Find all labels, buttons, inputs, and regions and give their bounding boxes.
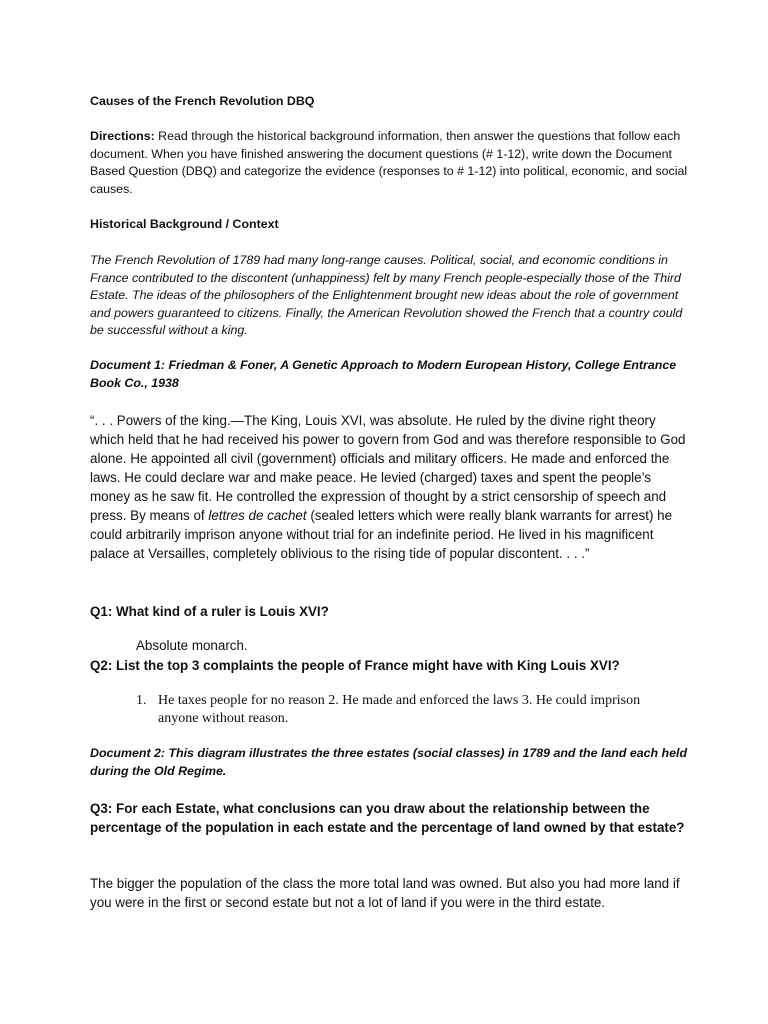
q2-answer-number: 1. xyxy=(136,693,147,708)
document1-quote xyxy=(90,411,690,563)
directions-label: Directions: xyxy=(90,129,155,143)
document-title: Causes of the French Revolution DBQ xyxy=(90,94,315,108)
quote-italic-term: lettres de cachet xyxy=(208,508,307,523)
document2-source: Document 2: This diagram illustrates the three estates (social classes) in 1789 and the land each held during the Old Regime. xyxy=(90,746,688,778)
q2-answer-text: He taxes people for no reason 2. He made and enforced the laws 3. He could imprison anyone without reason. xyxy=(158,693,641,726)
q1-question: Q1: What kind of a ruler is Louis XVI? xyxy=(90,604,329,619)
background-heading: Historical Background / Context xyxy=(90,217,279,231)
q1-answer: Absolute monarch. xyxy=(136,638,248,653)
directions-text: Read through the historical background information, then answer the questions that follow each document. When you have finished answering the document questions (# 1-12), write down the Document Based Question (DBQ) and categorize the evidence (responses to # 1-12) into political, economic, and social causes. xyxy=(90,129,688,196)
quote-text-2: (sealed letters which were really blank warrants for arrest) he could arbitrarily imprison anyone without trial for an indefinite period. He lived in his magnificent palace at Versailles, completely oblivious to the rising tide of popular discontent. . . .” xyxy=(90,508,673,561)
directions-paragraph xyxy=(90,128,690,198)
q2-question: Q2: List the top 3 complaints the people of France might have with King Louis XVI? xyxy=(90,658,620,673)
background-text: The French Revolution of 1789 had many long-range causes. Political, social, and economic conditions in France contributed to the discontent (unhappiness) felt by many French people-especially those of the Third Estate. The ideas of the philosophers of the Enlightenment brought new ideas about the role of government and powers guaranteed to citizens. Finally, the American Revolution showed the French that a country could be successful without a king. xyxy=(90,253,683,337)
quote-text-1: “. . . Powers of the king.—The King, Louis XVI, was absolute. He ruled by the divine right theory which held that he had received his power to govern from God and was therefore responsible to God alone. He appointed all civil (government) officials and military officers. He made and enforced the laws. He could declare war and make peace. He levied (charged) taxes and spent the people’s money as he saw fit. He controlled the expression of thought by a strict censorship of speech and press. By means of xyxy=(90,413,686,523)
q3-question: Q3: For each Estate, what conclusions can you draw about the relationship between the percentage of the population in each estate and the percentage of land owned by that estate? xyxy=(90,801,685,835)
q2-answer xyxy=(136,692,656,728)
q3-answer: The bigger the population of the class the more total land was owned. But also you had more land if you were in the first or second estate but not a lot of land if you were in the third estate. xyxy=(90,876,680,910)
document1-source: Document 1: Friedman & Foner, A Genetic Approach to Modern European History, College Entrance Book Co., 1938 xyxy=(90,358,677,390)
